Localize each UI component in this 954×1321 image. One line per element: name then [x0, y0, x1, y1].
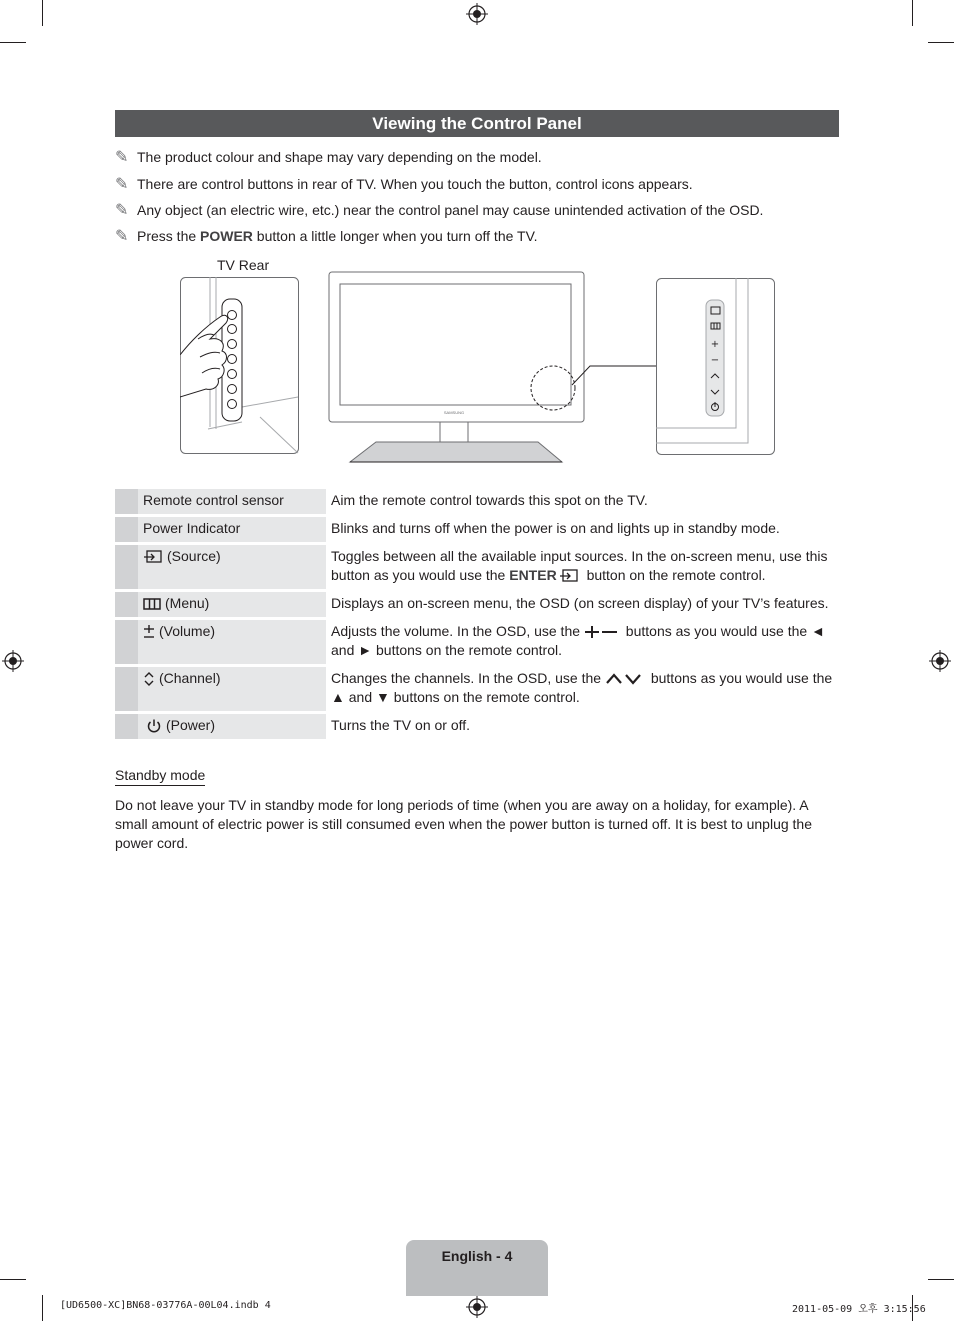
note-text: The product colour and shape may vary depending on the model.	[137, 149, 542, 165]
control-desc: Changes the channels. In the OSD, use the buttons as you would use the ▲ and ▼ buttons on the remote control.	[331, 670, 833, 705]
registration-mark-icon	[929, 650, 951, 672]
tv-front-illustration	[328, 271, 586, 466]
note-text: Press the	[137, 228, 201, 244]
crop-mark	[928, 42, 954, 43]
note-pencil-icon: ✎	[115, 149, 129, 166]
tv-rear-label: TV Rear	[217, 257, 270, 273]
note-text: button a little longer when you turn off the TV.	[252, 228, 538, 244]
note-pencil-icon: ✎	[115, 176, 129, 193]
crop-mark	[912, 0, 913, 26]
source-icon	[143, 550, 163, 564]
note-text: There are control buttons in rear of TV. When you touch the button, control icons appears.	[137, 176, 693, 192]
control-name: Power Indicator	[138, 517, 326, 542]
menu-icon	[143, 597, 161, 611]
control-name: (Channel)	[138, 667, 326, 711]
svg-text:+: +	[710, 339, 720, 350]
volume-icon	[143, 624, 155, 640]
row-marker	[115, 545, 138, 589]
channel-icon	[143, 671, 155, 687]
table-row	[115, 545, 839, 589]
table-row	[115, 714, 839, 739]
plus-minus-icon	[584, 625, 618, 639]
table-row	[115, 592, 839, 617]
control-name: (Power)	[138, 714, 326, 739]
control-desc: Toggles between all the available input sources. In the on-screen menu, use this button as you would use the ENTER button on the remote control.	[331, 548, 828, 583]
table-row	[115, 517, 839, 542]
control-icons-illustration	[656, 278, 776, 456]
standby-body: Do not leave your TV in standby mode for long periods of time (when you are away on a holiday, for example). A small amount of electric power is still consumed even when the power button is turned off. It is best to unplug the power cord.	[115, 797, 813, 851]
row-marker	[115, 489, 138, 514]
tv-brand-logo: SAMSUNG	[443, 410, 465, 415]
crop-mark	[0, 42, 26, 43]
control-desc: Turns the TV on or off.	[331, 717, 471, 733]
registration-mark-icon	[466, 1296, 488, 1318]
table-row	[115, 667, 839, 711]
print-slug-left: [UD6500-XC]BN68-03776A-00L04.indb 4	[60, 1300, 271, 1311]
registration-mark-icon	[466, 3, 488, 25]
power-icon	[146, 718, 162, 734]
note-item	[115, 227, 538, 246]
tv-rear-hand-illustration	[180, 277, 300, 455]
page-number-tab: English - 4	[406, 1240, 548, 1296]
row-marker	[115, 667, 138, 711]
row-marker	[115, 714, 138, 739]
note-text: Any object (an electric wire, etc.) near the control panel may cause unintended activation of the OSD.	[137, 202, 764, 218]
crop-mark	[0, 1279, 26, 1280]
control-name: (Source)	[138, 545, 326, 589]
crop-mark	[928, 1279, 954, 1280]
control-desc: Aim the remote control towards this spot on the TV.	[331, 492, 648, 508]
callout-line	[570, 360, 660, 390]
control-name: (Menu)	[138, 592, 326, 617]
note-item	[115, 148, 542, 167]
section-title: Viewing the Control Panel	[115, 110, 839, 137]
svg-text:−: −	[710, 355, 720, 366]
note-bold-text: POWER	[200, 228, 253, 244]
standby-heading: Standby mode	[115, 767, 205, 786]
table-row	[115, 620, 839, 664]
row-marker	[115, 517, 138, 542]
up-down-icon	[605, 672, 643, 686]
enter-label: ENTER	[509, 567, 557, 583]
crop-mark	[42, 0, 43, 26]
control-table	[115, 486, 839, 742]
control-desc: Displays an on-screen menu, the OSD (on screen display) of your TV’s features.	[331, 595, 829, 611]
print-slug-right: 2011-05-09 오후 3:15:56	[792, 1304, 926, 1315]
control-name: Remote control sensor	[138, 489, 326, 514]
note-pencil-icon: ✎	[115, 228, 129, 245]
row-marker	[115, 592, 138, 617]
row-marker	[115, 620, 138, 664]
note-item	[115, 201, 763, 220]
enter-icon	[559, 569, 579, 583]
control-desc: Adjusts the volume. In the OSD, use the buttons as you would use the ◄ and ► buttons on the remote control.	[331, 623, 825, 658]
crop-mark	[42, 1295, 43, 1321]
registration-mark-icon	[2, 650, 24, 672]
control-name: (Volume)	[138, 620, 326, 664]
control-desc: Blinks and turns off when the power is on and lights up in standby mode.	[331, 520, 780, 536]
note-item	[115, 175, 693, 194]
note-pencil-icon: ✎	[115, 202, 129, 219]
table-row	[115, 489, 839, 514]
